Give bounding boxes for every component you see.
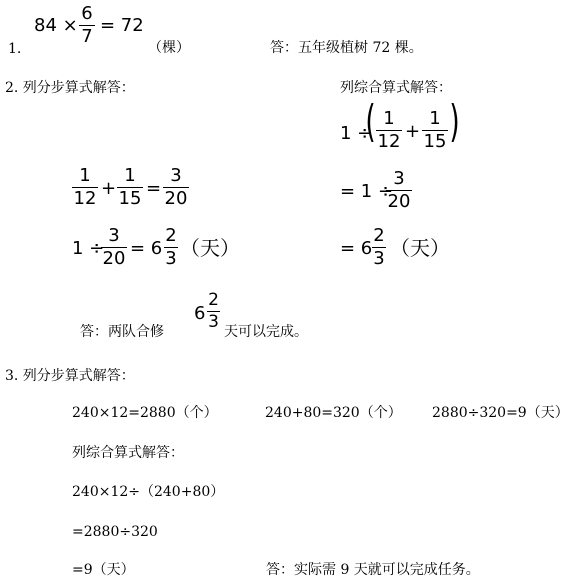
numerator: 1 [429, 108, 441, 129]
q2-step1-frac2 [117, 167, 143, 208]
q2-step2-eq: = 6 [130, 238, 163, 259]
q2-comb-frac2 [422, 110, 448, 151]
q2-answer-whole: 6 [194, 303, 206, 324]
q3-step-c: 2880÷320=9（天） [432, 405, 569, 421]
q3-line1: 240×12÷（240+80） [72, 484, 225, 500]
q3-answer: 答：实际需 9 天就可以完成任务。 [266, 562, 480, 578]
q3-heading: 3. 列分步算式解答： [5, 368, 135, 384]
q2-comb-line3-unit: （天） [390, 236, 450, 260]
denominator: 20 [164, 188, 188, 209]
denominator: 15 [423, 131, 447, 152]
q2-comb-line2-frac [386, 170, 412, 211]
numerator: 1 [124, 165, 136, 186]
q2-step1-plus: + [101, 178, 117, 199]
denominator: 20 [387, 191, 411, 212]
left-paren: ( [365, 96, 376, 147]
q2-step2-frac [101, 227, 127, 268]
q3-step-a: 240×12=2880（个） [72, 405, 218, 421]
q2-answer-frac [207, 292, 220, 331]
q2-comb-line1-left: 1 ÷ [340, 123, 373, 144]
q2-step2-left: 1 ÷ [72, 238, 105, 259]
q1-answer: 答：五年级植树 72 棵。 [270, 40, 423, 56]
q3-line3: =9（天） [72, 562, 135, 578]
numerator: 1 [79, 165, 91, 186]
q1-frac-den: 7 [81, 26, 93, 47]
q2-step1-frac1 [72, 167, 98, 208]
denominator: 3 [165, 248, 177, 269]
q1-unit: （棵） [148, 40, 190, 56]
denominator: 3 [373, 248, 385, 269]
q2-answer-suffix: 天可以完成。 [224, 324, 308, 340]
denominator: 12 [377, 131, 401, 152]
q2-comb-line3-frac [372, 227, 386, 268]
numerator: 2 [165, 225, 177, 246]
q1-frac-num: 6 [81, 3, 93, 24]
q1-expr-right: = 72 [100, 15, 144, 36]
q2-heading-combined: 列综合算式解答： [340, 80, 452, 96]
q2-step1-eq: = [146, 178, 162, 199]
q2-comb-line3-left: = 6 [340, 238, 373, 259]
q2-heading-step: 2. 列分步算式解答： [5, 80, 135, 96]
numerator: 3 [108, 225, 120, 246]
right-paren: ) [449, 96, 460, 147]
q3-line2: =2880÷320 [72, 524, 158, 540]
numerator: 2 [208, 290, 219, 310]
q2-comb-line2-left: = 1 ÷ [340, 181, 394, 202]
q2-comb-plus: + [405, 121, 421, 142]
q1-expr-left: 84 × [34, 15, 78, 36]
numerator: 1 [383, 108, 395, 129]
q3-combined-heading: 列综合算式解答： [72, 445, 184, 461]
q2-step1-frac3 [163, 167, 189, 208]
denominator: 20 [102, 248, 126, 269]
q2-step2-mixed-frac [164, 227, 178, 268]
numerator: 3 [393, 168, 405, 189]
numerator: 2 [373, 225, 385, 246]
denominator: 12 [73, 188, 97, 209]
q1-fraction [79, 5, 95, 46]
denominator: 15 [118, 188, 142, 209]
numerator: 3 [170, 165, 182, 186]
q1-number: 1. [8, 41, 22, 57]
q2-answer-prefix: 答：两队合修 [80, 324, 164, 340]
q2-comb-frac1 [376, 110, 402, 151]
denominator: 3 [208, 312, 219, 332]
q3-step-b: 240+80=320（个） [265, 405, 402, 421]
q2-step2-unit: （天） [180, 236, 240, 260]
